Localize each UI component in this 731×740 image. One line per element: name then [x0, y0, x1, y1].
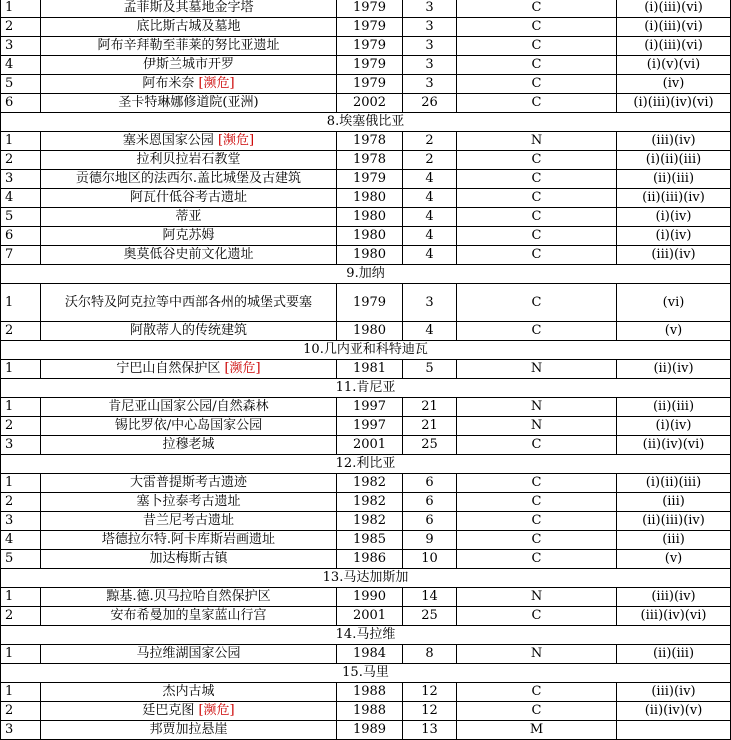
- criteria: (vi): [617, 284, 731, 322]
- site-name: [41, 398, 337, 417]
- site-name-text: 塞米恩国家公园: [122, 133, 218, 148]
- criteria: (iii)(iv): [617, 588, 731, 607]
- table-row: [1, 18, 731, 37]
- table-row: [1, 645, 731, 664]
- table-row: [1, 531, 731, 550]
- row-number: 3: [1, 436, 41, 455]
- table-row: [1, 683, 731, 702]
- criteria: (v): [617, 322, 731, 341]
- criteria: (iii)(iv): [617, 246, 731, 265]
- site-type: C: [457, 531, 617, 550]
- site-type: N: [457, 645, 617, 664]
- row-number: 5: [1, 208, 41, 227]
- inscription-year: 1997: [337, 398, 403, 417]
- criteria: (ii)(iv): [617, 360, 731, 379]
- table-row: [1, 607, 731, 626]
- criteria: (i)(iii)(vi): [617, 0, 731, 18]
- session-number: 8: [403, 645, 457, 664]
- site-name: [41, 246, 337, 265]
- session-number: 2: [403, 151, 457, 170]
- site-name-text: 塞卜拉泰考古遗址: [136, 494, 241, 509]
- site-name: [41, 474, 337, 493]
- session-number: 3: [403, 37, 457, 56]
- criteria: (iii)(iv): [617, 132, 731, 151]
- endangered-badge: [濒危]: [224, 361, 261, 376]
- site-name-text: 沃尔特及阿克拉等中西部各州的城堡式要塞: [64, 295, 312, 310]
- session-number: 6: [403, 493, 457, 512]
- section-header-row: [1, 379, 731, 398]
- inscription-year: 1979: [337, 170, 403, 189]
- inscription-year: 1980: [337, 208, 403, 227]
- session-number: 3: [403, 75, 457, 94]
- row-number: 2: [1, 493, 41, 512]
- row-number: 3: [1, 721, 41, 740]
- criteria: (ii)(iii): [617, 398, 731, 417]
- site-name-text: 宁巴山自然保护区: [116, 361, 225, 376]
- session-number: 4: [403, 227, 457, 246]
- site-name: [41, 607, 337, 626]
- table-row: [1, 436, 731, 455]
- inscription-year: 1980: [337, 322, 403, 341]
- site-name-text: 阿散蒂人的传统建筑: [129, 323, 247, 338]
- site-name-text: 蒂亚: [175, 209, 202, 224]
- inscription-year: 2002: [337, 94, 403, 113]
- section-title: 15.马里: [1, 664, 731, 683]
- row-number: 4: [1, 531, 41, 550]
- site-type: C: [457, 550, 617, 569]
- criteria: (ii)(iii)(iv): [617, 189, 731, 208]
- inscription-year: 1985: [337, 531, 403, 550]
- criteria: (iv): [617, 75, 731, 94]
- site-name-text: 安布希曼加的皇家蓝山行宫: [110, 608, 267, 623]
- table-row: [1, 284, 731, 322]
- session-number: 4: [403, 208, 457, 227]
- site-type: C: [457, 512, 617, 531]
- table-row: [1, 56, 731, 75]
- site-type: N: [457, 588, 617, 607]
- row-number: 2: [1, 18, 41, 37]
- site-type: C: [457, 37, 617, 56]
- row-number: 1: [1, 0, 41, 18]
- site-type: N: [457, 398, 617, 417]
- inscription-year: 1979: [337, 18, 403, 37]
- session-number: 3: [403, 0, 457, 18]
- site-name: [41, 0, 337, 18]
- site-type: C: [457, 322, 617, 341]
- inscription-year: 1990: [337, 588, 403, 607]
- section-header-row: [1, 113, 731, 132]
- site-name: [41, 683, 337, 702]
- table-row: [1, 208, 731, 227]
- site-type: C: [457, 246, 617, 265]
- site-name: [41, 189, 337, 208]
- section-header-row: [1, 626, 731, 645]
- criteria: (iii)(iv)(vi): [617, 607, 731, 626]
- inscription-year: 1980: [337, 189, 403, 208]
- table-row: [1, 322, 731, 341]
- session-number: 4: [403, 322, 457, 341]
- criteria: (i)(ii)(iii): [617, 474, 731, 493]
- row-number: 2: [1, 702, 41, 721]
- site-type: C: [457, 189, 617, 208]
- site-type: C: [457, 284, 617, 322]
- table-row: [1, 702, 731, 721]
- criteria: (i)(iv): [617, 227, 731, 246]
- row-number: 5: [1, 550, 41, 569]
- session-number: 4: [403, 246, 457, 265]
- site-name: [41, 493, 337, 512]
- site-name-text: 奥莫低谷史前文化遗址: [123, 247, 254, 262]
- inscription-year: 1986: [337, 550, 403, 569]
- site-name-text: 黥基.德.贝马拉哈自然保护区: [106, 589, 271, 604]
- site-name: [41, 18, 337, 37]
- row-number: 5: [1, 75, 41, 94]
- site-name-text: 阿瓦什低谷考古遗址: [129, 190, 247, 205]
- site-name-text: 塔德拉尔特.阿卡库斯岩画遗址: [101, 532, 276, 547]
- session-number: 21: [403, 398, 457, 417]
- row-number: 2: [1, 607, 41, 626]
- criteria: (ii)(iii): [617, 645, 731, 664]
- row-number: 3: [1, 37, 41, 56]
- site-type: C: [457, 436, 617, 455]
- section-header-row: [1, 455, 731, 474]
- section-header-row: [1, 341, 731, 360]
- inscription-year: 1988: [337, 702, 403, 721]
- site-name-text: 加达梅斯古镇: [149, 551, 228, 566]
- criteria: (ii)(iv)(v): [617, 702, 731, 721]
- inscription-year: 1978: [337, 151, 403, 170]
- site-name-text: 昔兰尼考古遗址: [142, 513, 234, 528]
- site-name-text: 大雷普提斯考古遗迹: [129, 475, 247, 490]
- site-type: C: [457, 227, 617, 246]
- site-name-text: 拉穆老城: [162, 437, 215, 452]
- session-number: 3: [403, 18, 457, 37]
- inscription-year: 1981: [337, 360, 403, 379]
- site-type: C: [457, 208, 617, 227]
- site-name: [41, 151, 337, 170]
- criteria: [617, 721, 731, 740]
- criteria: (i)(iii)(vi): [617, 37, 731, 56]
- section-title: 11.肯尼亚: [1, 379, 731, 398]
- row-number: 2: [1, 322, 41, 341]
- site-type: C: [457, 607, 617, 626]
- table-row: [1, 588, 731, 607]
- criteria: (iii): [617, 493, 731, 512]
- session-number: 25: [403, 607, 457, 626]
- row-number: 6: [1, 227, 41, 246]
- section-title: 8.埃塞俄比亚: [1, 113, 731, 132]
- session-number: 10: [403, 550, 457, 569]
- table-row: [1, 189, 731, 208]
- site-type: M: [457, 721, 617, 740]
- site-name: [41, 588, 337, 607]
- endangered-badge: [濒危]: [198, 76, 235, 91]
- inscription-year: 2001: [337, 607, 403, 626]
- inscription-year: 1982: [337, 512, 403, 531]
- criteria: (v): [617, 550, 731, 569]
- site-name-text: 圣卡特琳娜修道院(亚洲): [118, 95, 259, 110]
- row-number: 1: [1, 360, 41, 379]
- row-number: 1: [1, 132, 41, 151]
- session-number: 12: [403, 683, 457, 702]
- site-name-text: 底比斯古城及墓地: [136, 19, 241, 34]
- inscription-year: 1979: [337, 75, 403, 94]
- site-type: C: [457, 683, 617, 702]
- site-name-text: 孟菲斯及其墓地金字塔: [123, 0, 254, 15]
- site-name: [41, 417, 337, 436]
- inscription-year: 1979: [337, 284, 403, 322]
- table-row: [1, 75, 731, 94]
- row-number: 7: [1, 246, 41, 265]
- table-row: [1, 0, 731, 18]
- inscription-year: 1982: [337, 474, 403, 493]
- session-number: 21: [403, 417, 457, 436]
- session-number: 6: [403, 474, 457, 493]
- site-name: [41, 132, 337, 151]
- session-number: 14: [403, 588, 457, 607]
- criteria: (i)(iii)(iv)(vi): [617, 94, 731, 113]
- site-name-text: 拉利贝拉岩石教堂: [136, 152, 241, 167]
- row-number: 1: [1, 398, 41, 417]
- row-number: 2: [1, 151, 41, 170]
- table-row: [1, 227, 731, 246]
- session-number: 13: [403, 721, 457, 740]
- site-name: [41, 512, 337, 531]
- site-name-text: 廷巴克图: [142, 703, 199, 718]
- criteria: (iii)(iv): [617, 683, 731, 702]
- site-type: C: [457, 493, 617, 512]
- site-name-text: 贡德尔地区的法西尔.盖比城堡及古建筑: [75, 171, 302, 186]
- table-row: [1, 550, 731, 569]
- criteria: (i)(ii)(iii): [617, 151, 731, 170]
- row-number: 6: [1, 94, 41, 113]
- site-name: [41, 645, 337, 664]
- site-name: [41, 702, 337, 721]
- session-number: 2: [403, 132, 457, 151]
- inscription-year: 1979: [337, 56, 403, 75]
- site-name: [41, 94, 337, 113]
- session-number: 3: [403, 56, 457, 75]
- site-name-text: 阿布米奈: [142, 76, 199, 91]
- inscription-year: 1979: [337, 37, 403, 56]
- site-name: [41, 721, 337, 740]
- section-title: 10.几内亚和科特迪瓦: [1, 341, 731, 360]
- site-name-text: 阿布辛拜勒至菲莱的努比亚遗址: [97, 38, 280, 53]
- row-number: 1: [1, 474, 41, 493]
- site-type: C: [457, 18, 617, 37]
- inscription-year: 1978: [337, 132, 403, 151]
- section-header-row: [1, 569, 731, 588]
- site-type: C: [457, 151, 617, 170]
- section-title: 14.马拉维: [1, 626, 731, 645]
- criteria: (i)(iii)(vi): [617, 18, 731, 37]
- site-name-text: 马拉维湖国家公园: [136, 646, 241, 661]
- criteria: (i)(iv): [617, 208, 731, 227]
- site-name-text: 肯尼亚山国家公园/自然森林: [108, 399, 269, 414]
- site-name-text: 阿克苏姆: [162, 228, 215, 243]
- inscription-year: 1997: [337, 417, 403, 436]
- table-row: [1, 398, 731, 417]
- inscription-year: 1982: [337, 493, 403, 512]
- session-number: 4: [403, 170, 457, 189]
- site-name: [41, 75, 337, 94]
- session-number: 9: [403, 531, 457, 550]
- section-title: 9.加纳: [1, 265, 731, 284]
- table-row: [1, 474, 731, 493]
- criteria: (iii): [617, 531, 731, 550]
- table-row: [1, 94, 731, 113]
- table-row: [1, 721, 731, 740]
- site-type: C: [457, 0, 617, 18]
- table-row: [1, 493, 731, 512]
- site-name: [41, 170, 337, 189]
- inscription-year: 1980: [337, 227, 403, 246]
- site-name: [41, 360, 337, 379]
- site-name-text: 邦贾加拉悬崖: [149, 722, 228, 737]
- row-number: 4: [1, 189, 41, 208]
- session-number: 25: [403, 436, 457, 455]
- session-number: 12: [403, 702, 457, 721]
- criteria: (ii)(iii): [617, 170, 731, 189]
- row-number: 4: [1, 56, 41, 75]
- site-type: C: [457, 94, 617, 113]
- site-name-text: 伊斯兰城市开罗: [142, 57, 234, 72]
- row-number: 3: [1, 512, 41, 531]
- table-row: [1, 512, 731, 531]
- criteria: (ii)(iii)(iv): [617, 512, 731, 531]
- section-header-row: [1, 664, 731, 683]
- inscription-year: 1984: [337, 645, 403, 664]
- table-row: [1, 170, 731, 189]
- site-name: [41, 550, 337, 569]
- site-type: N: [457, 360, 617, 379]
- site-name-text: 杰内古城: [162, 684, 215, 699]
- row-number: 1: [1, 645, 41, 664]
- site-type: C: [457, 474, 617, 493]
- row-number: 1: [1, 284, 41, 322]
- site-name: [41, 208, 337, 227]
- table-row: [1, 132, 731, 151]
- site-type: C: [457, 56, 617, 75]
- session-number: 26: [403, 94, 457, 113]
- session-number: 4: [403, 189, 457, 208]
- row-number: 1: [1, 588, 41, 607]
- endangered-badge: [濒危]: [198, 703, 235, 718]
- table-row: [1, 360, 731, 379]
- inscription-year: 1989: [337, 721, 403, 740]
- site-name: [41, 322, 337, 341]
- row-number: 3: [1, 170, 41, 189]
- site-type: N: [457, 132, 617, 151]
- site-name: [41, 37, 337, 56]
- inscription-year: 1980: [337, 246, 403, 265]
- table-row: [1, 246, 731, 265]
- row-number: 2: [1, 417, 41, 436]
- section-title: 13.马达加斯加: [1, 569, 731, 588]
- site-name: [41, 56, 337, 75]
- site-type: C: [457, 702, 617, 721]
- criteria: (i)(iv): [617, 417, 731, 436]
- site-name: [41, 227, 337, 246]
- site-type: C: [457, 170, 617, 189]
- criteria: (ii)(iv)(vi): [617, 436, 731, 455]
- site-type: C: [457, 75, 617, 94]
- row-number: 1: [1, 683, 41, 702]
- site-name: [41, 436, 337, 455]
- criteria: (i)(v)(vi): [617, 56, 731, 75]
- endangered-badge: [濒危]: [217, 133, 255, 148]
- inscription-year: 1979: [337, 0, 403, 18]
- session-number: 5: [403, 360, 457, 379]
- table-row: [1, 37, 731, 56]
- section-title: 12.利比亚: [1, 455, 731, 474]
- session-number: 6: [403, 512, 457, 531]
- site-name: [41, 531, 337, 550]
- table-row: [1, 151, 731, 170]
- section-header-row: [1, 265, 731, 284]
- session-number: 3: [403, 284, 457, 322]
- site-name-text: 锡比罗依/中心岛国家公园: [114, 418, 263, 433]
- site-name: [41, 284, 337, 322]
- table-row: [1, 417, 731, 436]
- inscription-year: 2001: [337, 436, 403, 455]
- site-type: N: [457, 417, 617, 436]
- inscription-year: 1988: [337, 683, 403, 702]
